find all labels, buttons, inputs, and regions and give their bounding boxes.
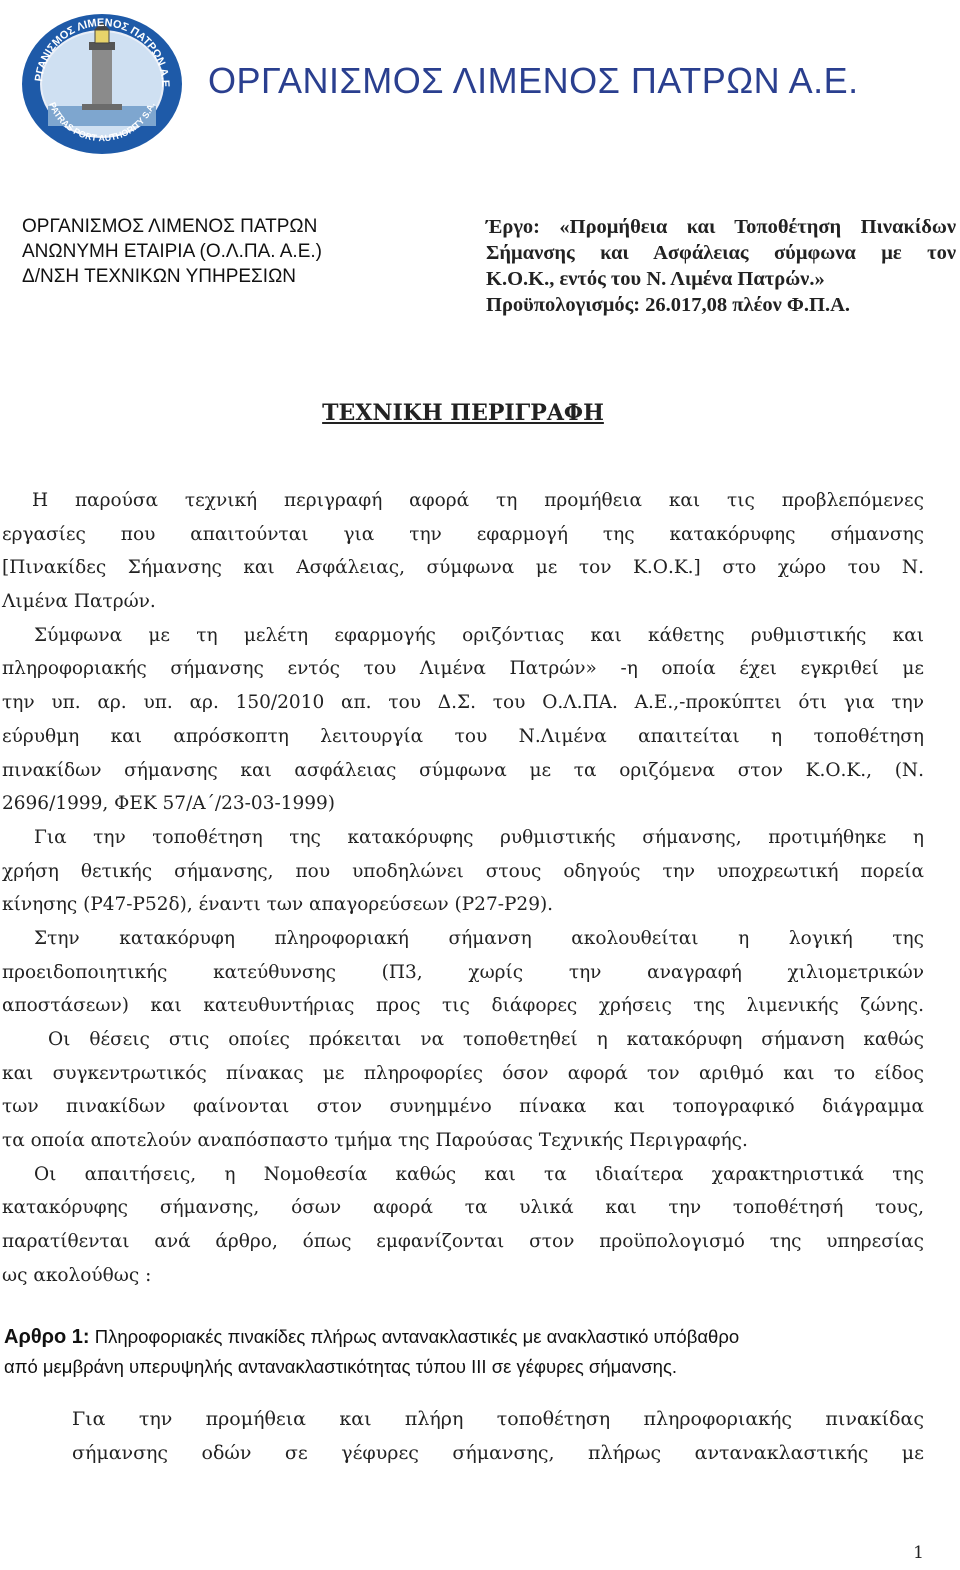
body-line: την υπ. αρ. υπ. αρ. 150/2010 απ. του Δ.Σ. του Ο.Λ.ΠΑ. Α.Ε.,-προκύπτει ότι για την — [2, 692, 924, 714]
body-line: κίνησης (Ρ47-Ρ52δ), έναντι των απαγορεύσεων (Ρ27-Ρ29). — [2, 894, 554, 916]
body-line: παρατίθενται ανά άρθρο, όπως εμφανίζονται στον προϋπολογισμό της υπηρεσίας — [2, 1231, 924, 1253]
organization-title: ΟΡΓΑΝΙΣΜΟΣ ΛΙΜΕΝΟΣ ΠΑΤΡΩΝ Α.Ε. — [208, 60, 859, 101]
article-body-line: σήμανσης οδών σε γέφυρες σήμανσης, πλήρως αντανακλαστικής με — [72, 1442, 924, 1464]
body-line: Η παρούσα τεχνική περιγραφή αφορά τη προμήθεια και τις προβλεπόμενες — [32, 490, 924, 511]
body-line: χρήση θετικής σήμανσης, που υποδηλώνει στους οδηγούς την υποχρεωτική πορεία — [2, 860, 924, 882]
article-heading — [4, 1322, 924, 1382]
project-line: Σήμανσης και Ασφάλειας σύμφωνα με τον — [486, 242, 956, 264]
body-line: πληροφοριακής σήμανσης εντός του Λιμένα Πατρών» -η οποία έχει εγκριθεί με — [2, 658, 924, 680]
body-line: και συγκεντρωτικός πίνακας με πληροφορίες όσον αφορά τον αριθμό και το είδος — [2, 1062, 924, 1084]
body-line: Λιμένα Πατρών. — [2, 591, 156, 613]
article-body — [72, 1402, 924, 1470]
body-line: Οι θέσεις στις οποίες πρόκειται να τοποθετηθεί η κατακόρυφη σήμανση καθώς — [48, 1029, 924, 1050]
project-budget: Προϋπολογισμός: 26.017,08 πλέον Φ.Π.Α. — [486, 294, 851, 316]
project-block — [486, 214, 956, 318]
body-line: των πινακίδων φαίνονται στον συνημμένο πίνακα και τοπογραφικό διάγραμμα — [2, 1096, 924, 1118]
article-colon: : — [82, 1326, 90, 1348]
sender-block — [22, 214, 322, 289]
body-line: εργασίες που απαιτούνται για την εφαρμογή της κατακόρυφης σήμανσης — [2, 523, 924, 545]
body-line: Στην κατακόρυφη πληροφοριακή σήμανση ακολουθείται η λογική της — [34, 927, 924, 949]
body-line: Σύμφωνα με τη μελέτη εφαρμογής οριζόντιας και κάθετης ρυθμιστικής και — [34, 624, 924, 646]
document-title: ΤΕΧΝΙΚΗ ΠΕΡΙΓΡΑΦΗ — [322, 400, 604, 426]
logo-ring-text-top: ΡΓΑΝΙΣΜΟΣ ΛΙΜΕΝΟΣ ΠΑΤΡΩΝ Α.Ε — [33, 16, 172, 88]
article-label: Αρθρο 1 — [4, 1326, 83, 1348]
body-line: ως ακολούθως : — [2, 1264, 152, 1286]
body-line: πινακίδων σήμανσης και ασφάλειας σύμφωνα με τα οριζόμενα στον Κ.Ο.Κ., (Ν. — [2, 759, 924, 781]
project-line: Έργο: «Προμήθεια και Τοποθέτηση Πινακίδων — [486, 216, 956, 238]
body-text — [2, 484, 924, 1293]
logo-ring-text-bottom: PATRAS PORT AUTHORITY S.A. — [47, 100, 157, 144]
body-line: Οι απαιτήσεις, η Νομοθεσία καθώς και τα ιδιαίτερα χαρακτηριστικά της — [34, 1163, 924, 1185]
sender-line: ΑΝΩΝΥΜΗ ΕΤΑΙΡΙΑ (Ο.Λ.ΠΑ. Α.Ε.) — [22, 241, 322, 262]
sender-line: ΟΡΓΑΝΙΣΜΟΣ ΛΙΜΕΝΟΣ ΠΑΤΡΩΝ — [22, 216, 318, 237]
article-description-line2: από μεμβράνη υπερυψηλής αντανακλαστικότητας τύπου ΙΙΙ σε γέφυρες σήμανσης. — [4, 1356, 678, 1377]
body-line: κατακόρυφης σήμανσης, όσων αφορά τα υλικά και την τοποθέτησή τους, — [2, 1197, 924, 1219]
article-body-line: Για την προμήθεια και πλήρη τοποθέτηση πληροφοριακής πινακίδας — [72, 1408, 924, 1430]
page-number: 1 — [913, 1543, 924, 1563]
body-line: εύρυθμη και απρόσκοπτη λειτουργία του Ν.Λιμένα απαιτείται η τοποθέτηση — [2, 725, 924, 747]
sender-line: Δ/ΝΣΗ ΤΕΧΝΙΚΩΝ ΥΠΗΡΕΣΙΩΝ — [22, 266, 296, 287]
body-line: [Πινακίδες Σήμανσης και Ασφάλειας, σύμφωνα με τον Κ.Ο.Κ.] στο χώρο του Ν. — [2, 557, 924, 579]
body-line: προειδοποιητικής κατεύθυνσης (Π3, χωρίς την αναγραφή χιλιομετρικών — [2, 961, 924, 983]
project-line: Κ.Ο.Κ., εντός του Ν. Λιμένα Πατρών.» — [486, 268, 825, 290]
body-line: αποστάσεων) και κατευθυντήριας προς τις διάφορες χρήσεις της λιμενικής ζώνης. — [2, 995, 924, 1017]
body-line: 2696/1999, ΦΕΚ 57/Α΄/23-03-1999) — [2, 793, 336, 815]
lighthouse-icon — [92, 48, 112, 106]
body-line: Για την τοποθέτηση της κατακόρυφης ρυθμιστικής σήμανσης, προτιμήθηκε η — [34, 826, 924, 848]
article-description: Πληροφοριακές πινακίδες πλήρως αντανακλαστικές με ανακλαστικό υπόβαθρο — [89, 1326, 740, 1347]
body-line: τα οποία αποτελούν αναπόσπαστο τμήμα της Παρούσας Τεχνικής Περιγραφής. — [2, 1130, 748, 1152]
organization-logo — [18, 8, 186, 154]
